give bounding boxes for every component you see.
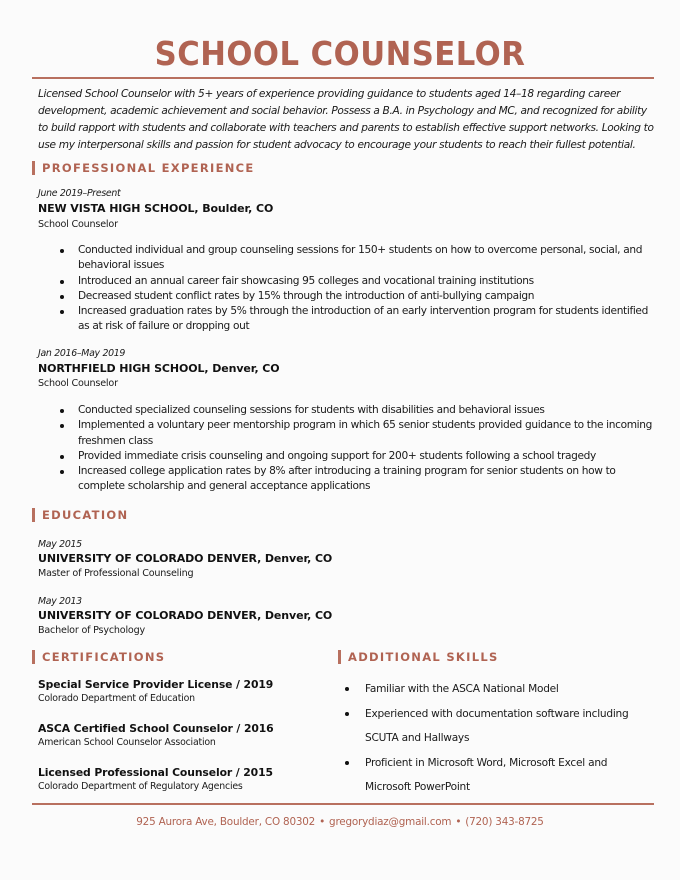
job-organization: NORTHFIELD HIGH SCHOOL, Denver, CO <box>38 362 280 375</box>
education-degree: Bachelor of Psychology <box>38 625 145 636</box>
education-school: UNIVERSITY OF COLORADO DENVER, Denver, CO <box>38 552 333 565</box>
job-bullet: Increased college application rates by 8% after introducing a training program for senior students on how to complete scholarship and general acceptance applications <box>58 464 658 495</box>
skill-item: Experienced with documentation software including SCUTA and Hallways <box>344 702 654 751</box>
job-bullet-list <box>58 403 658 495</box>
header-divider <box>32 77 654 79</box>
separator-dot: • <box>455 816 462 828</box>
job-bullet-list <box>58 243 658 335</box>
section-heading-education: EDUCATION <box>32 508 128 522</box>
education-date: May 2013 <box>38 596 82 607</box>
education-date: May 2015 <box>38 539 82 550</box>
job-role: School Counselor <box>38 219 118 230</box>
certification-name: ASCA Certified School Counselor / 2016 <box>38 722 274 735</box>
job-dates: Jan 2016–May 2019 <box>38 348 126 359</box>
job-role: School Counselor <box>38 378 118 389</box>
skill-item: Familiar with the ASCA National Model <box>344 677 654 702</box>
certification-name: Licensed Professional Counselor / 2015 <box>38 766 273 779</box>
job-bullet: Implemented a voluntary peer mentorship program in which 65 senior students provided guidance to the incoming freshmen class <box>58 418 658 449</box>
resume-title: SCHOOL COUNSELOR <box>154 34 526 73</box>
contact-phone: (720) 343-8725 <box>465 816 544 828</box>
education-degree: Master of Professional Counseling <box>38 568 194 579</box>
education-school: UNIVERSITY OF COLORADO DENVER, Denver, CO <box>38 609 333 622</box>
summary-paragraph: Licensed School Counselor with 5+ years of experience providing guidance to students aged 14–18 regarding career development, academic achievement and social behavior. Possess a B.A. in Psychology and MC, and recognized for ability to build rapport with students and collaborate with teachers and parents to establish effective support networks. Looking to use my interpersonal skills and passion for student advocacy to encourage your students to reach their fullest potential. <box>38 88 654 151</box>
footer-divider <box>32 803 654 805</box>
certification-issuer: Colorado Department of Regulatory Agencies <box>38 781 243 792</box>
job-dates: June 2019–Present <box>38 188 121 199</box>
section-heading-skills: ADDITIONAL SKILLS <box>338 650 499 664</box>
job-bullet: Conducted individual and group counseling sessions for 150+ students on how to overcome personal, social, and behavioral issues <box>58 243 658 274</box>
contact-email[interactable]: gregorydiaz@gmail.com <box>329 816 452 828</box>
skill-item: Proficient in Microsoft Word, Microsoft Excel and Microsoft PowerPoint <box>344 751 654 800</box>
certification-issuer: Colorado Department of Education <box>38 693 195 704</box>
separator-dot: • <box>319 816 326 828</box>
skills-list <box>344 677 654 800</box>
job-organization: NEW VISTA HIGH SCHOOL, Boulder, CO <box>38 202 274 215</box>
job-bullet: Introduced an annual career fair showcasing 95 colleges and vocational training institutions <box>58 274 658 289</box>
job-bullet: Conducted specialized counseling sessions for students with disabilities and behavioral issues <box>58 403 658 418</box>
contact-address: 925 Aurora Ave, Boulder, CO 80302 <box>136 816 316 828</box>
contact-footer <box>0 816 680 828</box>
certification-name: Special Service Provider License / 2019 <box>38 678 274 691</box>
job-bullet: Increased graduation rates by 5% through the introduction of an early intervention program for students identified as at risk of failure or dropping out <box>58 304 658 335</box>
job-bullet: Provided immediate crisis counseling and ongoing support for 200+ students following a school tragedy <box>58 449 658 464</box>
job-bullet: Decreased student conflict rates by 15% through the introduction of anti-bullying campaign <box>58 289 658 304</box>
section-heading-certifications: CERTIFICATIONS <box>32 650 165 664</box>
section-heading-experience: PROFESSIONAL EXPERIENCE <box>32 161 255 175</box>
certification-issuer: American School Counselor Association <box>38 737 216 748</box>
